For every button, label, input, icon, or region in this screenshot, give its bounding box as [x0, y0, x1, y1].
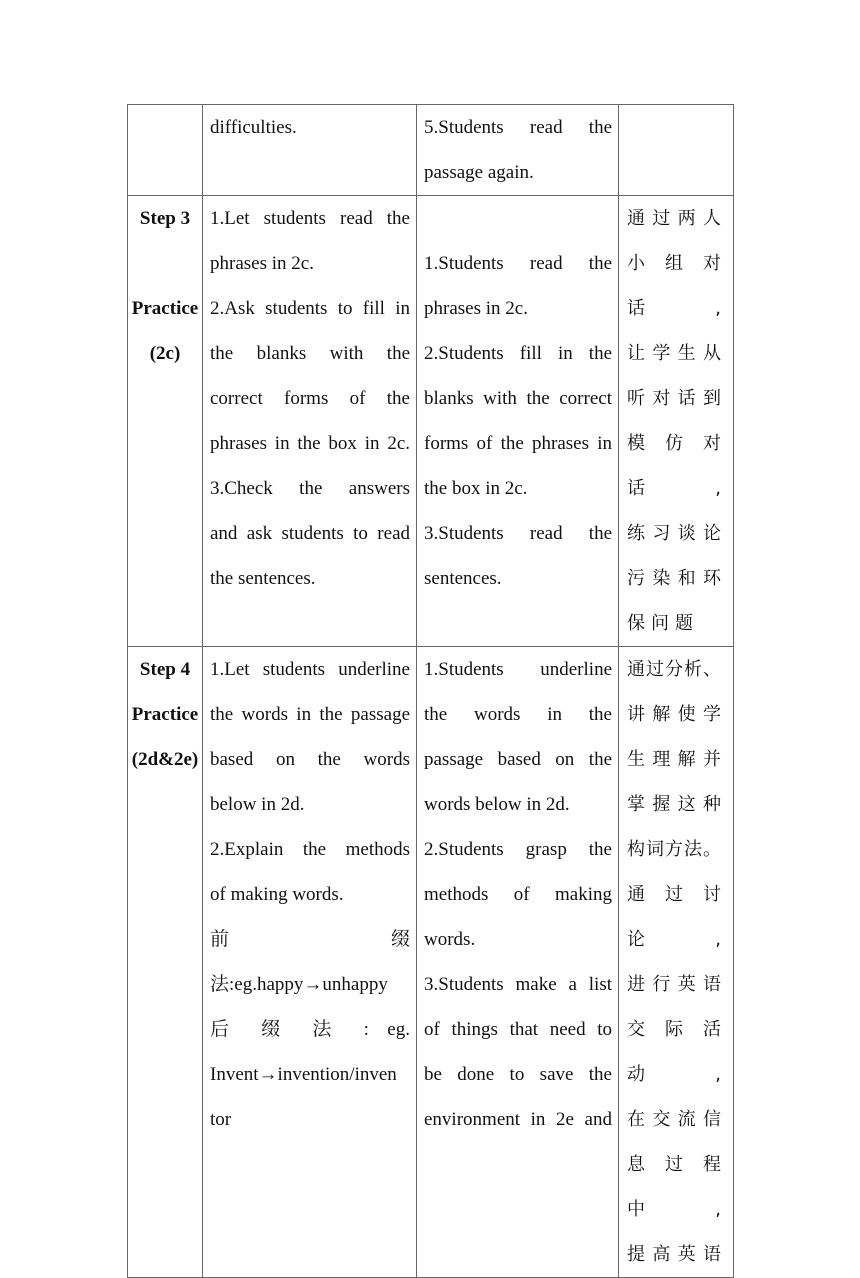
step-cell	[128, 105, 203, 196]
student-line: blanks with the correct	[424, 388, 612, 409]
teacher-line: the words in the passage	[210, 704, 410, 725]
teacher-activity-cell	[203, 647, 417, 1278]
purpose-line: 进行英语	[627, 974, 727, 995]
purpose-line: 练习谈论	[627, 523, 727, 544]
teacher-line: 法:eg.happy→unhappy	[210, 974, 388, 995]
purpose-line: 模仿对话,	[627, 433, 727, 499]
student-line: 1.Students underline	[424, 659, 612, 680]
student-line: 3.Students read the	[424, 523, 612, 544]
teacher-line: phrases in 2c.	[210, 253, 314, 274]
teacher-line: 1.Let students underline	[210, 659, 410, 680]
table-row	[128, 647, 734, 1278]
teacher-line: of making words.	[210, 884, 344, 905]
teacher-line: tor	[210, 1109, 232, 1130]
student-line: 2.Students grasp the	[424, 839, 612, 860]
student-activity-cell	[417, 105, 619, 196]
step-phase: Practice	[131, 704, 199, 725]
purpose-line: 让学生从	[627, 343, 727, 364]
purpose-line: 掌握这种	[627, 794, 727, 815]
teacher-line: correct forms of the	[210, 388, 410, 409]
purpose-line: 交际活动,	[627, 1019, 727, 1085]
purpose-line: 保问题	[627, 613, 699, 634]
teacher-line: Invent→invention/inven	[210, 1064, 397, 1085]
step-spacer	[130, 241, 200, 286]
purpose-line: 讲解使学	[627, 704, 727, 725]
step-title: Step 4	[139, 659, 191, 680]
step-phase: Practice	[131, 298, 199, 319]
purpose-cell	[619, 196, 734, 647]
purpose-line: 息过程中,	[627, 1154, 727, 1220]
student-line: of things that need to	[424, 1019, 612, 1040]
student-line: 1.Students read the	[424, 253, 612, 274]
student-line: words below in 2d.	[424, 794, 570, 815]
teacher-line: 3.Check the answers	[210, 478, 410, 499]
student-line: the words in the	[424, 704, 612, 725]
purpose-line: 构词方法。	[627, 839, 722, 860]
student-activity-cell	[417, 196, 619, 647]
teacher-line: the blanks with the	[210, 343, 410, 364]
teacher-activity-cell	[203, 105, 417, 196]
student-line: passage based on the	[424, 749, 612, 770]
student-line: environment in 2e and	[424, 1109, 612, 1130]
student-line: passage again.	[424, 162, 534, 183]
student-line: sentences.	[424, 568, 502, 589]
step-section: (2c)	[149, 343, 181, 364]
step-section: (2d&2e)	[131, 749, 199, 770]
teacher-line: 1.Let students read the	[210, 208, 410, 229]
purpose-line: 提高英语	[627, 1244, 727, 1265]
teacher-line: and ask students to read	[210, 523, 410, 544]
teacher-line: below in 2d.	[210, 794, 305, 815]
student-line: words.	[424, 929, 476, 950]
table-row	[128, 105, 734, 196]
table-row	[128, 196, 734, 647]
lesson-plan-table	[127, 104, 734, 1278]
purpose-line: 生理解并	[627, 749, 727, 770]
teacher-activity-cell	[203, 196, 417, 647]
purpose-cell	[619, 647, 734, 1278]
student-line: 3.Students make a list	[424, 974, 612, 995]
teacher-line: 前 缀	[210, 929, 410, 950]
purpose-line: 在交流信	[627, 1109, 727, 1130]
student-line: forms of the phrases in	[424, 433, 612, 454]
step-cell	[128, 647, 203, 1278]
purpose-line: 通过分析、	[627, 659, 722, 680]
purpose-line: 通过两人	[627, 208, 727, 229]
teacher-line: 后 缀 法 : eg.	[210, 1019, 410, 1040]
step-cell	[128, 196, 203, 647]
student-line: 5.Students read the	[424, 117, 612, 138]
student-activity-cell	[417, 647, 619, 1278]
purpose-line: 听对话到	[627, 388, 727, 409]
step-title: Step 3	[139, 208, 191, 229]
student-line: methods of making	[424, 884, 612, 905]
teacher-line: based on the words	[210, 749, 410, 770]
purpose-line: 通过讨论,	[627, 884, 727, 950]
student-line: phrases in 2c.	[424, 298, 528, 319]
purpose-line: 污染和环	[627, 568, 727, 589]
teacher-line: 2.Explain the methods	[210, 839, 410, 860]
student-line: 2.Students fill in the	[424, 343, 612, 364]
teacher-line: 2.Ask students to fill in	[210, 298, 410, 319]
teacher-line: difficulties.	[210, 117, 297, 138]
teacher-line: the sentences.	[210, 568, 316, 589]
purpose-cell	[619, 105, 734, 196]
student-line: be done to save the	[424, 1064, 612, 1085]
student-line: the box in 2c.	[424, 478, 528, 499]
purpose-line: 小组对话,	[627, 253, 727, 319]
teacher-line: phrases in the box in 2c.	[210, 433, 410, 454]
